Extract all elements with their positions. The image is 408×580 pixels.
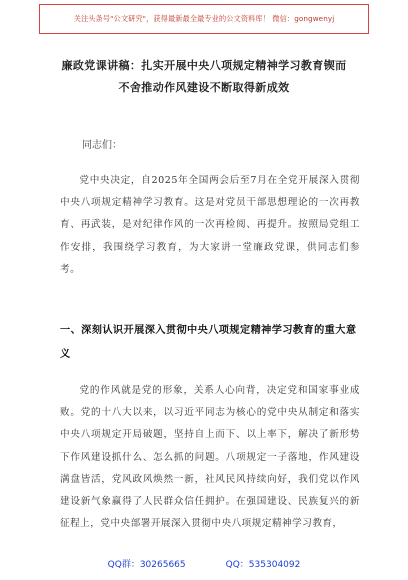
footer-qq-contact: QQ：535304092	[225, 560, 301, 570]
banner-text: 关注头条号"公文研究"，获得最新最全最专业的公文资料库！ 微信：gongwenyj	[73, 14, 335, 23]
footer-contact	[0, 557, 408, 570]
paragraph-significance-text: 党的作风就是党的形象，关系人心向背，决定党和国家事业成败。党的十八大以来，以习近平同志为核心的党中央从制定和落实中央八项规定开局破题，坚持自上而下、以上率下，解决了新形势下作风建设抓什么、怎么抓的问题。八项规定一子落地，作风建设满盘皆活，党风政风焕然一新，社风民风持续向好，我们党以作风建设新气象赢得了人民群众信任拥护。在强国建设、民族复兴的新征程上，党中央部署开展深入贯彻中央八项规定精神学习教育，	[60, 385, 360, 530]
document-title	[40, 55, 368, 99]
paragraph-intro-text: 党中央决定，自2025年全国两会后至7月在全党开展深入贯彻中央八项规定精神学习教育。这是对党员干部思想理论的一次再教育、再武装，是对纪律作风的一次再检阅、再提升。按照局党组工作安排，我围绕学习教育，为大家讲一堂廉政党课，供同志们参考。	[60, 175, 360, 275]
paragraph-significance	[60, 380, 360, 535]
section-heading-1: 一、深刻认识开展深入贯彻中央八项规定精神学习教育的重大意义	[60, 324, 357, 360]
title-line-1: 廉政党课讲稿：扎实开展中央八项规定精神学习教育锲而	[61, 59, 347, 72]
header-banner	[39, 4, 369, 34]
footer-qq-group: QQ群：30265665	[107, 560, 186, 570]
greeting: 同志们：	[82, 140, 122, 151]
paragraph-intro	[60, 170, 360, 281]
title-line-2: 不舍推动作风建设不断取得新成效	[118, 81, 290, 94]
